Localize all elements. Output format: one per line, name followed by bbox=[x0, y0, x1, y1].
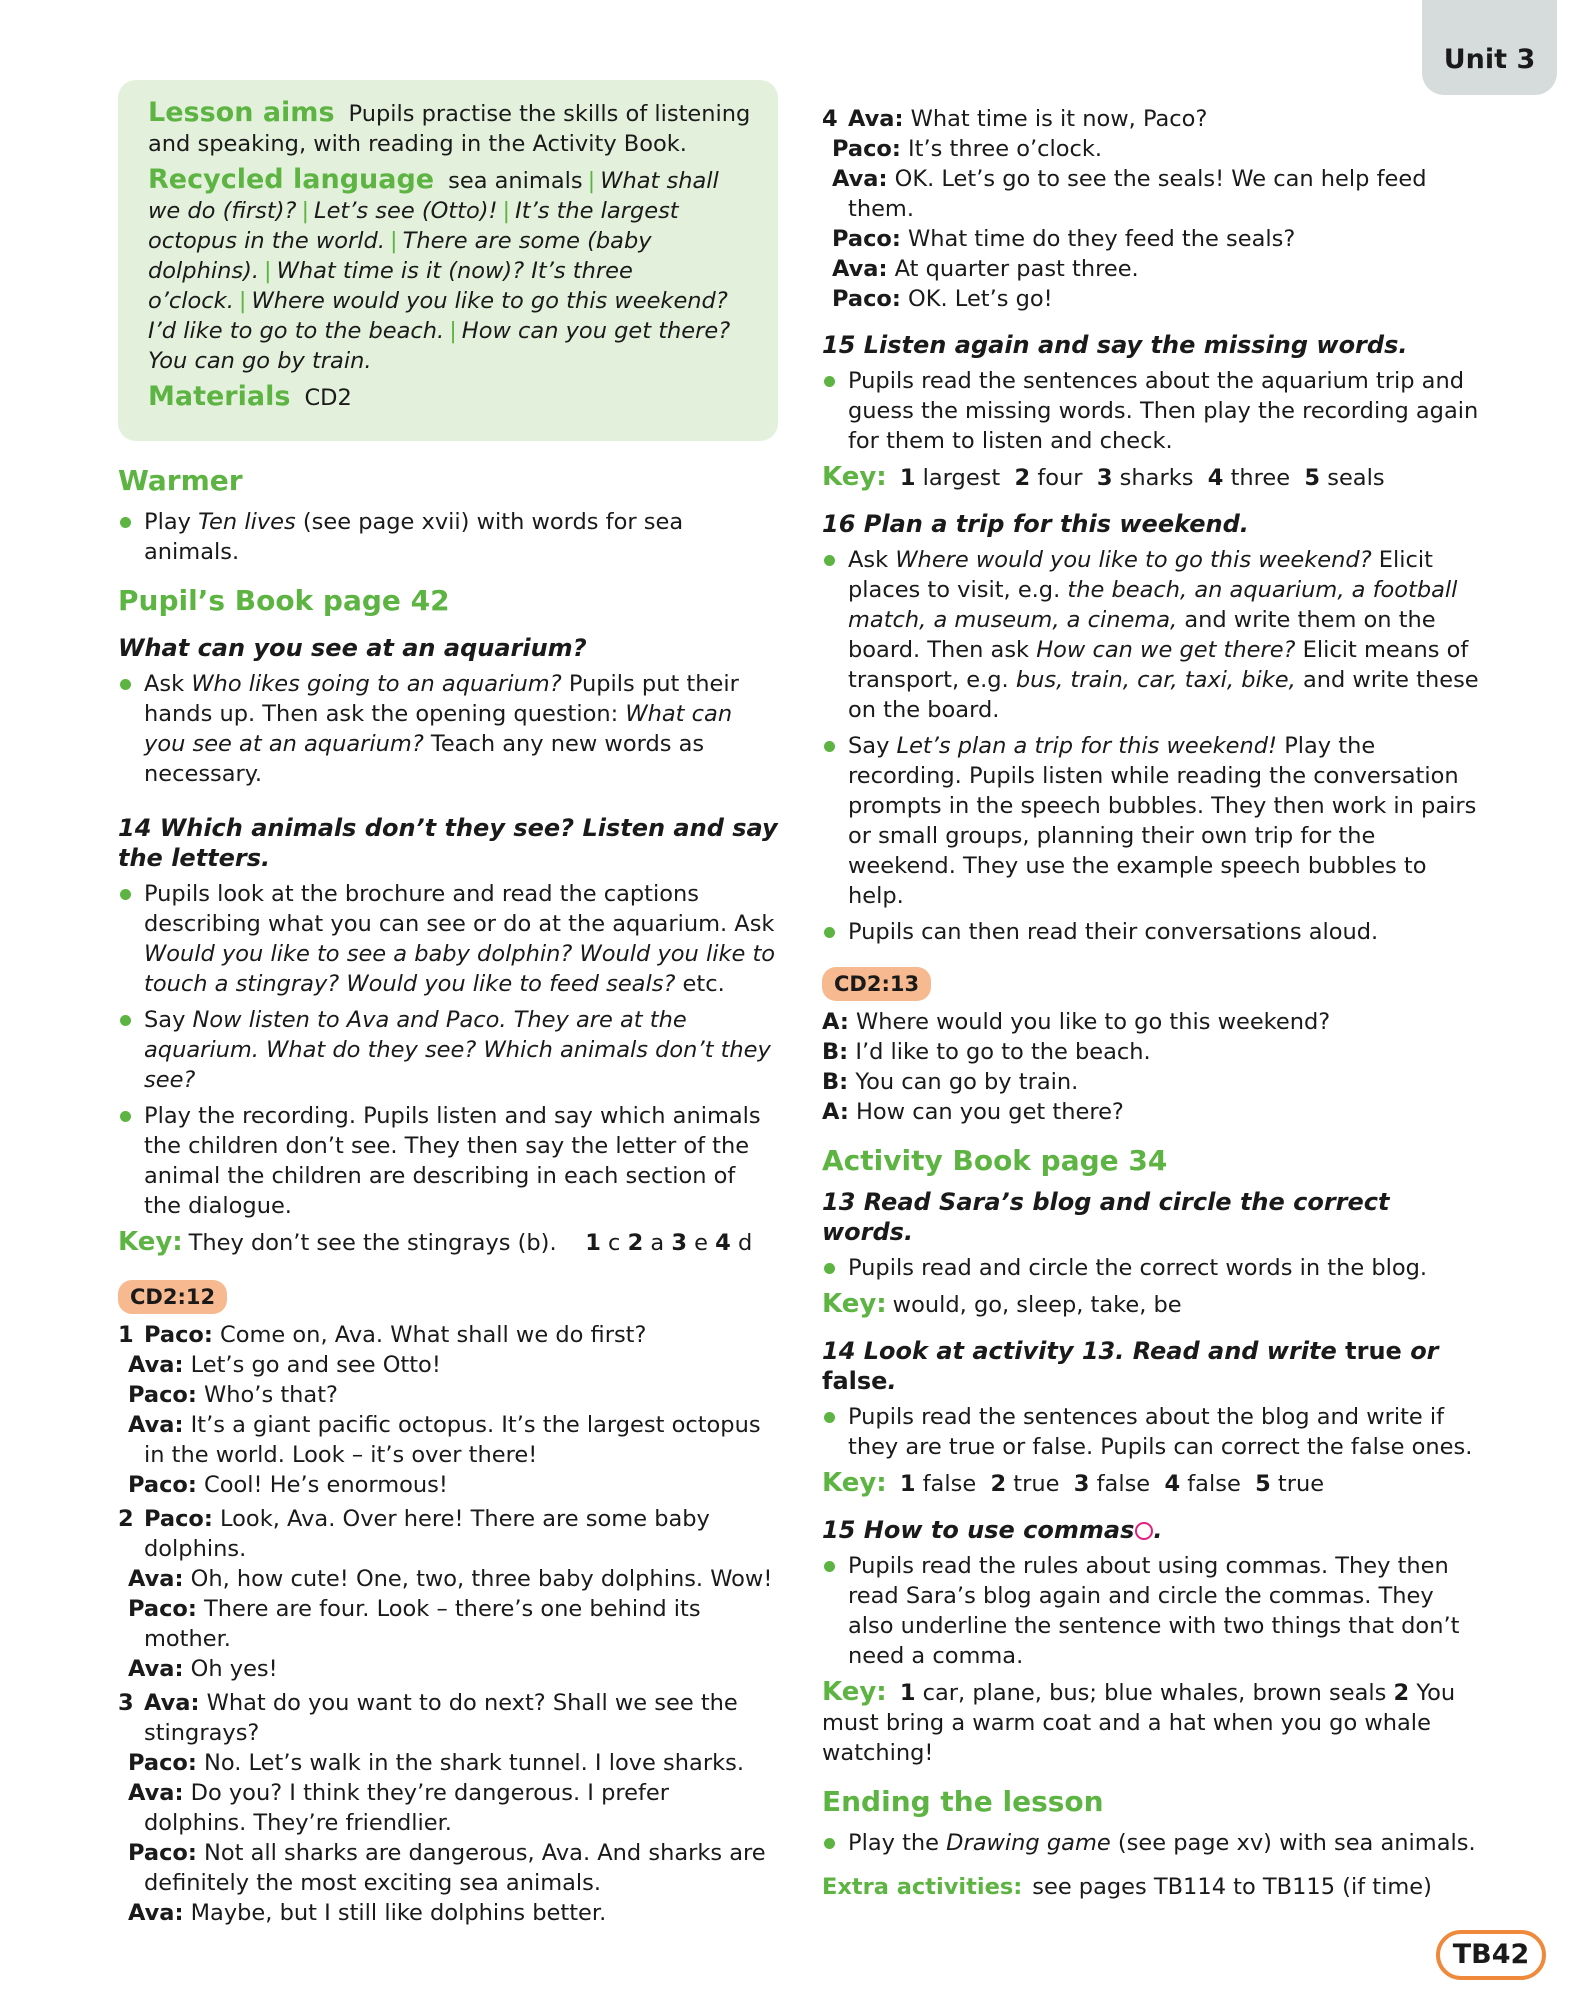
dialogue-section-2: 2 Paco: Look, Ava. Over here! There are some baby dolphins. Ava: Oh, how cute! One, two, three baby dolphins. Wow! Paco: There are four. Look – there’s one behind its mother. Ava: Oh yes! bbox=[118, 1506, 773, 1682]
comma-circle-icon bbox=[1135, 1522, 1153, 1540]
list-item: Play the recording. Pupils listen and say which animals the children don’t see. They then say the letter of the animal the children are describing in each section of the dialogue. bbox=[118, 1101, 778, 1221]
activity-14-list bbox=[118, 879, 778, 1221]
ab-activity-13-list bbox=[822, 1253, 1482, 1283]
lesson-aims-box bbox=[118, 80, 778, 441]
speech-prompts: A: Where would you like to go this weekend? B: I’d like to go to the beach. B: You can go by train. A: How can you get there? bbox=[822, 1009, 1331, 1125]
pupils-book-heading: Pupil’s Book page 42 bbox=[118, 584, 450, 617]
materials-label: Materials bbox=[148, 381, 291, 412]
activity-15-key: Key: 1 largest 2 four 3 sharks 4 three 5 seals bbox=[822, 462, 1385, 492]
materials: Materials CD2 bbox=[148, 381, 352, 412]
list-item: Pupils look at the brochure and read the captions describing what you can see or do at the aquarium. Ask Would you like to see a baby dolphin? Would you like to touch a stingray? Would you like to feed seals? etc. bbox=[118, 879, 778, 999]
right-column bbox=[822, 104, 1482, 1902]
cd-track-tag: CD2:12 bbox=[118, 1280, 227, 1314]
dialogue-section-1: 1 Paco: Come on, Ava. What shall we do first? Ava: Let’s go and see Otto! Paco: Who’s that? Ava: It’s a giant pacific octopus. It’s the largest octopus in the world. Look – it’s over there! Paco: Cool! He’s enormous! bbox=[118, 1322, 761, 1498]
pupils-book-list bbox=[118, 669, 778, 789]
ab-activity-14-key: Key: 1 false 2 true 3 false 4 false 5 true bbox=[822, 1468, 1325, 1498]
cd-track-tag: CD2:13 bbox=[822, 967, 931, 1001]
dialogue-section-3: 3 Ava: What do you want to do next? Shall we see the stingrays? Paco: No. Let’s walk in the shark tunnel. I love sharks. Ava: Do you? I think they’re dangerous. I prefer dolphins. They’re friendlier. Paco: Not all sharks are dangerous, Ava. And sharks are definitely the most exciting sea animals. Ava: Maybe, but I still like dolphins better. bbox=[118, 1690, 766, 1926]
unit-tab: Unit 3 bbox=[1422, 0, 1557, 95]
list-item: Pupils read the rules about using commas. They then read Sara’s blog again and circle the commas. They also underline the sentence with two things that don’t need a comma. bbox=[822, 1551, 1482, 1671]
list-item: Say Let’s plan a trip for this weekend! Play the recording. Pupils listen while reading the conversation prompts in the speech bubbles. They then work in pairs or small groups, planning their own trip for the weekend. They use the example speech bubbles to help. bbox=[822, 731, 1482, 911]
list-item: Ask Who likes going to an aquarium? Pupils put their hands up. Then ask the opening question: What can you see at an aquarium? Teach any new words as necessary. bbox=[118, 669, 778, 789]
activity-15-list bbox=[822, 366, 1482, 456]
lesson-aims: Lesson aims Pupils practise the skills of listening and speaking, with reading in the Activity Book. bbox=[148, 97, 751, 157]
activity-16-heading: 16 Plan a trip for this weekend. bbox=[822, 510, 1249, 538]
list-item: Pupils can then read their conversations aloud. bbox=[822, 917, 1482, 947]
activity-14-key: Key: They don’t see the stingrays (b). 1 c 2 a 3 e 4 d bbox=[118, 1227, 753, 1257]
activity-15-heading: 15 Listen again and say the missing words. bbox=[822, 331, 1408, 359]
ending-list bbox=[822, 1828, 1482, 1858]
warmer-heading: Warmer bbox=[118, 464, 243, 497]
activity-book-heading: Activity Book page 34 bbox=[822, 1144, 1168, 1177]
lesson-aims-label: Lesson aims bbox=[148, 97, 335, 128]
ab-activity-13-key: Key: would, go, sleep, take, be bbox=[822, 1289, 1182, 1319]
list-item: Play the Drawing game (see page xv) with sea animals. bbox=[822, 1828, 1482, 1858]
dialogue-section-4: 4 Ava: What time is it now, Paco? Paco: It’s three o’clock. Ava: OK. Let’s go to see the seals! We can help feed them. Paco: What time do they feed the seals? Ava: At quarter past three. Paco: OK. Let’s go! bbox=[822, 106, 1427, 312]
opening-question: What can you see at an aquarium? bbox=[118, 634, 587, 662]
activity-14-heading: 14 Which animals don’t they see? Listen and say the letters. bbox=[118, 814, 778, 872]
list-item: Play Ten lives (see page xvii) with words for sea animals. bbox=[118, 507, 778, 567]
ab-activity-15-heading: 15 How to use commas . bbox=[822, 1516, 1163, 1544]
ab-activity-15-key: Key: 1 car, plane, bus; blue whales, brown seals 2 You must bring a warm coat and a hat when you go whale watching! bbox=[822, 1677, 1456, 1766]
recycled-language: Recycled language sea animals | What shall we do (first)? | Let’s see (Otto)! | It’s the largest octopus in the world. | There are some (baby dolphins). | What time is it (now)? It’s three o’clock. | Where would you like to go this weekend? I’d like to go to the beach. | How can you get there? You can go by train. bbox=[148, 164, 731, 374]
warmer-list bbox=[118, 507, 778, 567]
list-item: Pupils read the sentences about the blog and write if they are true or false. Pupils can correct the false ones. bbox=[822, 1402, 1482, 1462]
list-item: Pupils read the sentences about the aquarium trip and guess the missing words. Then play the recording again for them to listen and check. bbox=[822, 366, 1482, 456]
ab-activity-15-list bbox=[822, 1551, 1482, 1671]
ab-activity-13-heading: 13 Read Sara’s blog and circle the correct words. bbox=[822, 1188, 1390, 1246]
list-item: Pupils read and circle the correct words in the blog. bbox=[822, 1253, 1482, 1283]
extra-activities: Extra activities: see pages TB114 to TB115 (if time) bbox=[822, 1874, 1432, 1900]
list-item: Ask Where would you like to go this weekend? Elicit places to visit, e.g. the beach, an aquarium, a football match, a museum, a cinema, and write them on the board. Then ask How can we get there? Elicit means of transport, e.g. bus, train, car, taxi, bike, and write these on the board. bbox=[822, 545, 1482, 725]
ab-activity-14-list bbox=[822, 1402, 1482, 1462]
activity-16-list bbox=[822, 545, 1482, 947]
page-number-badge: TB42 bbox=[1436, 1930, 1546, 1980]
recycled-language-label: Recycled language bbox=[148, 164, 435, 195]
list-item: Say Now listen to Ava and Paco. They are at the aquarium. What do they see? Which animals don’t they see? bbox=[118, 1005, 778, 1095]
left-column bbox=[118, 80, 778, 1932]
ab-activity-14-heading: 14 Look at activity 13. Read and write true or false. bbox=[822, 1337, 1439, 1395]
ending-heading: Ending the lesson bbox=[822, 1785, 1104, 1818]
